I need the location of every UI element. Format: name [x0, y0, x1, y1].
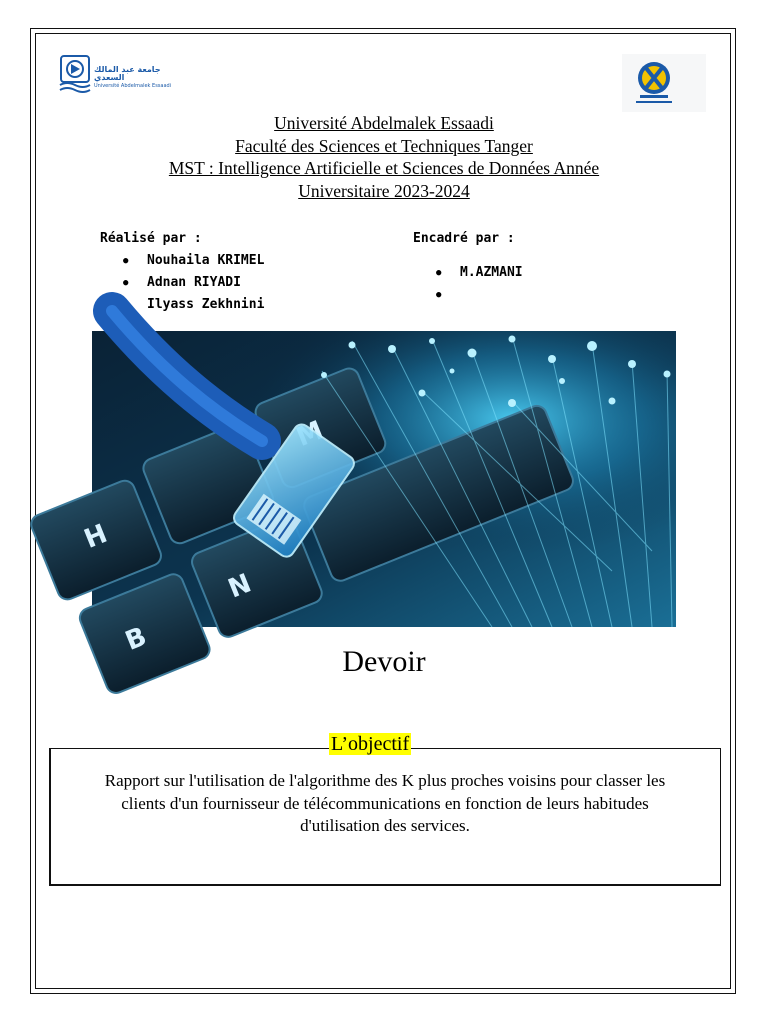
supervisors-label: Encadré par :	[413, 231, 515, 246]
network-cable-image	[80, 331, 676, 657]
document-header	[100, 112, 668, 202]
objective-label: L’objectif	[331, 733, 410, 755]
document-title: Devoir	[342, 645, 426, 678]
key-n-label: N	[224, 568, 256, 605]
supervisor-item: ● M.AZMANI	[413, 262, 523, 284]
logo-french-text: Université Abdelmalek Essaadi	[94, 83, 172, 89]
faculty-emblem-icon	[622, 54, 706, 112]
faculty-name: Faculté des Sciences et Techniques Tanger	[235, 135, 533, 156]
author-item: ● Nouhaila KRIMEL	[100, 250, 264, 272]
supervisors-block	[413, 230, 523, 306]
program-name: MST : Intelligence Artificielle et Sciences de Données Année	[168, 158, 600, 178]
author-item: ● Ilyass Zekhnini	[100, 294, 264, 316]
academic-year: Universitaire 2023-2024	[298, 180, 470, 201]
authors-label: Réalisé par :	[100, 231, 202, 246]
university-emblem-icon	[58, 52, 94, 96]
key-h-label: H	[80, 518, 112, 555]
logo-arabic-text: جامعة عبد المالك السعدي	[94, 65, 161, 82]
supervisors-list	[413, 262, 523, 306]
author-item: ● Adnan RIYADI	[100, 272, 264, 294]
cover-image	[80, 331, 676, 657]
objective-text: Rapport sur l'utilisation de l'algorithme des K plus proches voisins pour classer les clients d'un fournisseur de télécommunications en fonction de leurs habitudes d'utilisation des services.	[104, 771, 666, 835]
faculty-logo	[622, 54, 706, 112]
key-b-label: B	[121, 621, 151, 657]
university-name: Université Abdelmalek Essaadi	[274, 113, 494, 133]
supervisor-item	[413, 284, 523, 306]
university-logo	[58, 52, 170, 96]
